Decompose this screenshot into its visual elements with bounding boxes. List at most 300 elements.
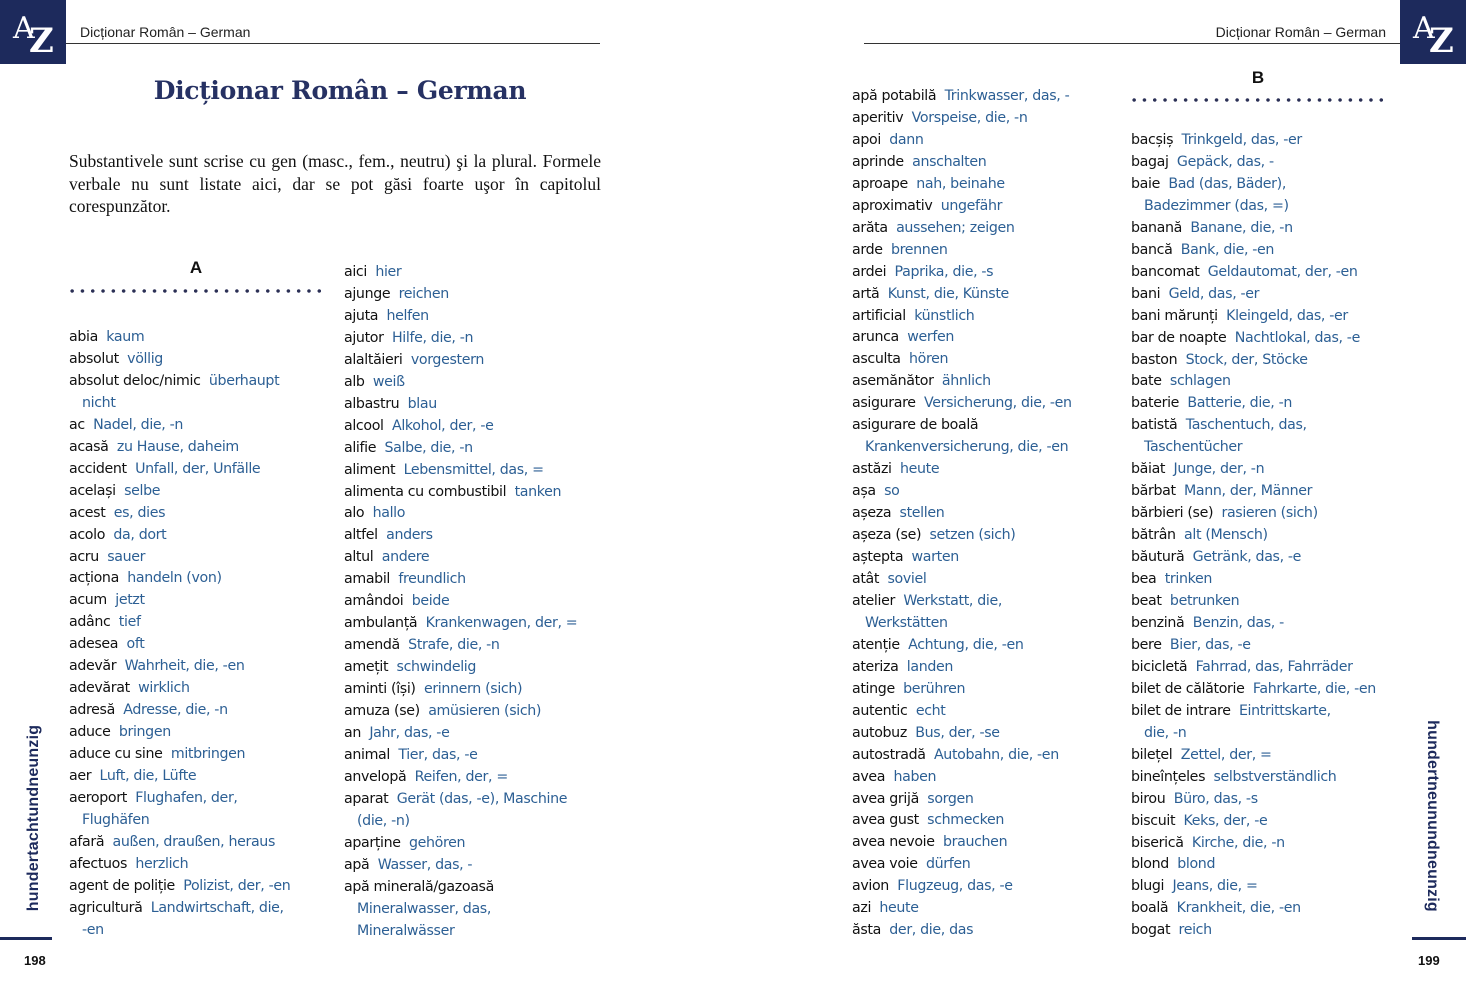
- romanian-term: afectuos: [69, 855, 128, 872]
- dictionary-entry: [1131, 789, 1376, 811]
- romanian-term: bea: [1131, 571, 1157, 588]
- romanian-term: ăsta: [852, 922, 881, 939]
- german-translation: Bier, das, -e: [1169, 636, 1251, 653]
- german-translation: Badezimmer (das, =): [1144, 197, 1289, 214]
- dictionary-entry: [852, 525, 1072, 547]
- dictionary-entry: [852, 701, 1072, 723]
- dictionary-entry: [852, 174, 1072, 196]
- romanian-term: anvelopă: [344, 768, 407, 785]
- entry-continuation: [344, 811, 577, 833]
- romanian-term: ardei: [852, 263, 887, 280]
- dictionary-entry: [852, 810, 1072, 832]
- german-translation: Versicherung, die, -en: [923, 395, 1072, 412]
- section-divider-a: [67, 288, 325, 294]
- romanian-term: amuza (se): [344, 703, 420, 720]
- german-translation: zu Hause, daheim: [116, 438, 239, 455]
- dictionary-entry: [1131, 130, 1376, 152]
- entry-continuation: [1131, 723, 1376, 745]
- header-rule-left: [66, 43, 600, 44]
- romanian-term: aliment: [344, 461, 396, 478]
- svg-text:Z: Z: [1429, 21, 1454, 61]
- dictionary-entry: [1131, 306, 1376, 328]
- logo-letter-z: Z: [29, 21, 54, 61]
- romanian-term: azi: [852, 900, 872, 917]
- romanian-term: adevăr: [69, 658, 117, 675]
- dictionary-entry: [1131, 657, 1376, 679]
- dictionary-entry: [344, 635, 577, 657]
- german-translation: wirklich: [138, 680, 190, 697]
- romanian-term: alaltăieri: [344, 351, 403, 368]
- german-translation: Flughäfen: [82, 811, 150, 828]
- romanian-term: altul: [344, 549, 374, 566]
- dictionary-entry: [69, 744, 290, 766]
- romanian-term: blond: [1131, 856, 1169, 873]
- running-header-left: Dicționar Român – German: [80, 24, 251, 40]
- german-translation: Lebensmittel, das, =: [403, 461, 544, 478]
- romanian-term: bate: [1131, 373, 1162, 390]
- german-translation: aussehen; zeigen: [896, 219, 1015, 236]
- german-translation: Batterie, die, -n: [1187, 395, 1293, 412]
- romanian-term: adresă: [69, 702, 115, 719]
- romanian-term: bogat: [1131, 922, 1171, 939]
- dictionary-entry: [344, 723, 577, 745]
- romanian-term: avion: [852, 878, 889, 895]
- romanian-term: alcool: [344, 417, 384, 434]
- romanian-term: atinge: [852, 680, 895, 697]
- dictionary-entry: [852, 635, 1072, 657]
- german-translation: Strafe, die, -n: [408, 637, 500, 654]
- german-translation: soviel: [887, 570, 927, 587]
- german-translation: Luft, die, Lüfte: [99, 768, 197, 785]
- dictionary-entry: [344, 482, 577, 504]
- german-translation: werfen: [907, 329, 955, 346]
- romanian-term: ajuta: [344, 307, 379, 324]
- german-translation: freundlich: [398, 571, 466, 588]
- romanian-term: bilet de călătorie: [1131, 680, 1245, 697]
- romanian-term: avea grijă: [852, 790, 919, 807]
- german-translation: hallo: [372, 505, 406, 522]
- dictionary-entry: [852, 196, 1072, 218]
- entry-continuation: [69, 810, 290, 832]
- romanian-term: afară: [69, 833, 105, 850]
- german-translation: Eintrittskarte,: [1238, 702, 1331, 719]
- dictionary-entry: [852, 745, 1072, 767]
- german-translation: Gerät (das, -e), Maschine: [396, 790, 568, 807]
- romanian-term: asigurare de boală: [852, 417, 979, 434]
- german-translation: brauchen: [942, 834, 1008, 851]
- romanian-term: atenție: [852, 636, 900, 653]
- german-translation: sorgen: [927, 790, 974, 807]
- german-translation: beide: [411, 593, 450, 610]
- dictionary-entry: [1131, 415, 1376, 437]
- romanian-term: bancă: [1131, 241, 1173, 258]
- romanian-term: batistă: [1131, 417, 1178, 434]
- romanian-term: alimenta cu combustibil: [344, 483, 507, 500]
- german-translation: Zettel, der, =: [1180, 746, 1272, 763]
- dictionary-entry: [1131, 525, 1376, 547]
- footer-bar-right: [1412, 937, 1466, 940]
- dictionary-entry: [344, 262, 577, 284]
- german-translation: außen, draußen, heraus: [112, 833, 275, 850]
- romanian-term: amendă: [344, 637, 400, 654]
- romanian-term: același: [69, 482, 116, 499]
- romanian-term: aparat: [344, 790, 389, 807]
- dictionary-entry: [69, 349, 290, 371]
- german-translation: Jahr, das, -e: [369, 725, 450, 742]
- dictionary-entry: [344, 438, 577, 460]
- romanian-term: autentic: [852, 702, 908, 719]
- romanian-term: absolut: [69, 350, 119, 367]
- dictionary-entry: [852, 920, 1072, 942]
- german-translation: heute: [899, 461, 940, 478]
- dictionary-entry: [1131, 240, 1376, 262]
- romanian-term: baston: [1131, 351, 1178, 368]
- german-translation: Krankenwagen, der, =: [425, 615, 578, 632]
- side-label-right: hundertneunundneunzig: [1424, 720, 1441, 912]
- german-translation: Werkstätten: [865, 614, 948, 631]
- dictionary-entry: [852, 767, 1072, 789]
- german-translation: Polizist, der, -en: [183, 877, 291, 894]
- romanian-term: beat: [1131, 593, 1162, 610]
- german-translation: völlig: [127, 350, 163, 367]
- romanian-term: adânc: [69, 614, 111, 631]
- german-translation: Fahrrad, das, Fahrräder: [1195, 658, 1353, 675]
- dictionary-entry: [69, 547, 290, 569]
- romanian-term: alifie: [344, 439, 377, 456]
- dictionary-entry: [852, 415, 1072, 437]
- romanian-term: bancomat: [1131, 263, 1200, 280]
- romanian-term: bar de noapte: [1131, 329, 1227, 346]
- romanian-term: artificial: [852, 307, 906, 324]
- german-translation: selbe: [124, 482, 161, 499]
- dictionary-entry: [1131, 481, 1376, 503]
- german-translation: Keks, der, -e: [1183, 812, 1268, 829]
- romanian-term: absolut deloc/nimic: [69, 372, 201, 389]
- romanian-term: amețit: [344, 659, 389, 676]
- german-translation: Mineralwässer: [357, 922, 455, 939]
- romanian-term: acolo: [69, 526, 106, 543]
- dictionary-entry: [1131, 569, 1376, 591]
- romanian-term: acasă: [69, 438, 109, 455]
- romanian-term: aici: [344, 264, 367, 280]
- romanian-term: benzină: [1131, 614, 1185, 631]
- romanian-term: bagaj: [1131, 153, 1169, 170]
- dictionary-entry: [852, 349, 1072, 371]
- german-translation: Krankheit, die, -en: [1176, 900, 1301, 917]
- logo-letter-a: A: [13, 11, 35, 46]
- dictionary-entry: [1131, 503, 1376, 525]
- dictionary-entry: [344, 460, 577, 482]
- romanian-term: bere: [1131, 636, 1162, 653]
- german-translation: jetzt: [115, 592, 145, 609]
- german-translation: kaum: [106, 329, 145, 345]
- romanian-term: agent de poliție: [69, 877, 175, 894]
- german-translation: mitbringen: [170, 746, 246, 763]
- german-translation: künstlich: [914, 307, 975, 324]
- german-translation: ähnlich: [941, 373, 991, 390]
- german-translation: warten: [911, 549, 959, 566]
- entry-continuation: [1131, 196, 1376, 218]
- dictionary-entry: [1131, 350, 1376, 372]
- dictionary-entry: [1131, 152, 1376, 174]
- german-translation: Banane, die, -n: [1190, 219, 1293, 236]
- dictionary-entry: [69, 656, 290, 678]
- footer-bar-left: [0, 937, 52, 940]
- romanian-term: băiat: [1131, 461, 1166, 478]
- dictionary-entry: [1131, 218, 1376, 240]
- german-translation: Achtung, die, -en: [908, 636, 1024, 653]
- dictionary-entry: [852, 481, 1072, 503]
- dictionary-entry: [852, 327, 1072, 349]
- dictionary-entry: [69, 503, 290, 525]
- dictionary-entry: [344, 657, 577, 679]
- dictionary-entry: [344, 525, 577, 547]
- dictionary-entry: [344, 767, 577, 789]
- dictionary-entry: [852, 832, 1072, 854]
- german-translation: hier: [375, 264, 402, 280]
- dictionary-entry: [1131, 811, 1376, 833]
- german-translation: landen: [906, 658, 954, 675]
- german-translation: andere: [381, 549, 430, 566]
- dictionary-entry: [69, 766, 290, 788]
- dictionary-entry: [344, 591, 577, 613]
- dictionary-entry: [69, 700, 290, 722]
- svg-text:A: A: [1413, 11, 1435, 46]
- german-translation: Nadel, die, -n: [93, 416, 184, 433]
- german-translation: Werkstatt, die,: [903, 592, 1003, 609]
- dictionary-entry: [69, 788, 290, 810]
- dictionary-entry: [1131, 284, 1376, 306]
- dictionary-entry: [852, 898, 1072, 920]
- page-title: Dicționar Român – German: [153, 76, 527, 105]
- romanian-term: artă: [852, 285, 880, 302]
- dictionary-entry: [852, 503, 1072, 525]
- dictionary-entry: [69, 371, 290, 393]
- german-translation: -en: [82, 921, 104, 938]
- german-translation: (die, -n): [357, 812, 410, 829]
- dictionary-entry: [852, 152, 1072, 174]
- german-translation: betrunken: [1169, 593, 1240, 610]
- dictionary-entry: [852, 86, 1072, 108]
- dictionary-entry: [852, 591, 1072, 613]
- german-translation: Mineralwasser, das,: [357, 900, 491, 917]
- section-letter-b: B: [1251, 68, 1265, 87]
- romanian-term: alo: [344, 505, 365, 522]
- romanian-term: aproximativ: [852, 197, 933, 214]
- dictionary-entry: [344, 745, 577, 767]
- german-translation: nah, beinahe: [916, 175, 1005, 192]
- romanian-term: asemănător: [852, 373, 934, 390]
- german-translation: Benzin, das, -: [1192, 614, 1284, 631]
- german-translation: Kleingeld, das, -er: [1226, 307, 1348, 324]
- dictionary-entry: [344, 547, 577, 569]
- logo-az-left: [0, 0, 66, 64]
- german-translation: rasieren (sich): [1221, 505, 1318, 522]
- dictionary-entry: [69, 678, 290, 700]
- dictionary-entry: [852, 789, 1072, 811]
- german-translation: anders: [386, 527, 433, 544]
- romanian-term: bărbieri (se): [1131, 505, 1214, 522]
- dictionary-entry: [69, 634, 290, 656]
- dictionary-entry: [852, 284, 1072, 306]
- romanian-term: an: [344, 725, 361, 742]
- romanian-term: altfel: [344, 527, 378, 544]
- dictionary-entry: [852, 547, 1072, 569]
- german-translation: Getränk, das, -e: [1192, 549, 1302, 566]
- dictionary-entry: [1131, 371, 1376, 393]
- romanian-term: biserică: [1131, 834, 1184, 851]
- german-translation: Wahrheit, die, -en: [124, 658, 245, 675]
- romanian-term: aeroport: [69, 790, 127, 807]
- german-translation: Junge, der, -n: [1173, 461, 1265, 478]
- german-translation: Vorspeise, die, -n: [911, 109, 1028, 126]
- dictionary-entry: [852, 723, 1072, 745]
- dictionary-column-2: [344, 262, 577, 943]
- german-translation: blau: [407, 395, 437, 412]
- german-translation: Flugzeug, das, -e: [897, 878, 1013, 895]
- german-translation: es, dies: [113, 504, 166, 521]
- romanian-term: bacșiș: [1131, 132, 1174, 148]
- german-translation: tief: [118, 614, 141, 631]
- dictionary-entry: [344, 789, 577, 811]
- romanian-term: apă potabilă: [852, 88, 937, 104]
- dictionary-entry: [69, 590, 290, 612]
- german-translation: tanken: [514, 483, 562, 500]
- romanian-term: bicicletă: [1131, 658, 1188, 675]
- running-header-right: Dicționar Român – German: [1215, 24, 1386, 40]
- header-rule-right: [864, 43, 1400, 44]
- romanian-term: abia: [69, 329, 98, 345]
- romanian-term: aproape: [852, 175, 908, 192]
- german-translation: Bad (das, Bäder),: [1168, 175, 1286, 192]
- dictionary-column-1: [69, 327, 290, 942]
- german-translation: Wasser, das, -: [377, 856, 473, 873]
- dictionary-entry: [852, 657, 1072, 679]
- dictionary-entry: [344, 284, 577, 306]
- entry-continuation: [69, 920, 290, 942]
- dictionary-entry: [69, 481, 290, 503]
- romanian-term: acționa: [69, 570, 119, 587]
- german-translation: die, -n: [1144, 724, 1187, 741]
- romanian-term: avea voie: [852, 856, 918, 873]
- dictionary-entry: [69, 876, 290, 898]
- dictionary-entry: [344, 503, 577, 525]
- romanian-term: aminti (își): [344, 681, 416, 698]
- german-translation: weiß: [372, 373, 405, 390]
- dictionary-entry: [69, 437, 290, 459]
- german-translation: haben: [893, 768, 937, 785]
- romanian-term: așa: [852, 483, 876, 500]
- german-translation: trinken: [1164, 571, 1213, 588]
- dictionary-entry: [69, 854, 290, 876]
- dictionary-column-4: [1131, 130, 1376, 942]
- romanian-term: acum: [69, 592, 107, 609]
- romanian-term: amabil: [344, 571, 390, 588]
- german-translation: sauer: [107, 548, 146, 565]
- romanian-term: astăzi: [852, 461, 892, 478]
- section-divider-b: [1129, 97, 1387, 103]
- romanian-term: adevărat: [69, 680, 130, 697]
- romanian-term: așeza: [852, 505, 892, 522]
- dictionary-entry: [1131, 833, 1376, 855]
- dictionary-entry: [1131, 459, 1376, 481]
- dictionary-entry: [852, 393, 1072, 415]
- dictionary-entry: [1131, 262, 1376, 284]
- german-translation: oft: [126, 636, 145, 653]
- german-translation: alt (Mensch): [1184, 527, 1268, 544]
- german-translation: berühren: [903, 680, 966, 697]
- romanian-term: băutură: [1131, 549, 1185, 566]
- german-translation: setzen (sich): [929, 527, 1016, 544]
- german-translation: Krankenversicherung, die, -en: [865, 439, 1069, 456]
- romanian-term: boală: [1131, 900, 1169, 917]
- german-translation: Taschentücher: [1144, 439, 1243, 456]
- dictionary-entry: [1131, 898, 1376, 920]
- dictionary-entry: [69, 459, 290, 481]
- romanian-term: blugi: [1131, 878, 1165, 895]
- romanian-term: aer: [69, 768, 92, 785]
- romanian-term: apoi: [852, 131, 881, 148]
- german-translation: reich: [1178, 922, 1212, 939]
- german-translation: Trinkwasser, das, -: [944, 88, 1070, 104]
- romanian-term: atât: [852, 570, 880, 587]
- dictionary-entry: [852, 876, 1072, 898]
- side-label-left: hundertachtundneunzig: [25, 724, 42, 912]
- romanian-term: ac: [69, 416, 85, 433]
- german-translation: Trinkgeld, das, -er: [1181, 132, 1302, 148]
- german-translation: Reifen, der, =: [414, 768, 508, 785]
- romanian-term: arunca: [852, 329, 899, 346]
- romanian-term: bineînțeles: [1131, 768, 1206, 785]
- romanian-term: aduce cu sine: [69, 746, 163, 763]
- german-translation: Büro, das, -s: [1173, 790, 1258, 807]
- romanian-term: bărbat: [1131, 483, 1176, 500]
- german-translation: Kunst, die, Künste: [887, 285, 1009, 302]
- entry-continuation: [852, 613, 1072, 635]
- dictionary-entry: [344, 416, 577, 438]
- german-translation: Gepäck, das, -: [1176, 153, 1274, 170]
- romanian-term: atelier: [852, 592, 895, 609]
- dictionary-entry: [344, 701, 577, 723]
- german-translation: Jeans, die, =: [1172, 878, 1258, 895]
- german-translation: amüsieren (sich): [428, 703, 542, 720]
- dictionary-entry: [852, 218, 1072, 240]
- section-letter-a: A: [189, 258, 203, 277]
- romanian-term: bani: [1131, 285, 1161, 302]
- german-translation: überhaupt: [208, 372, 280, 389]
- dictionary-entry: [344, 328, 577, 350]
- german-translation: reichen: [398, 285, 449, 302]
- german-translation: erinnern (sich): [423, 681, 523, 698]
- romanian-term: birou: [1131, 790, 1166, 807]
- german-translation: Flughafen, der,: [135, 790, 238, 807]
- german-translation: stellen: [899, 505, 945, 522]
- german-translation: Geld, das, -er: [1168, 285, 1260, 302]
- dictionary-entry: [1131, 745, 1376, 767]
- dictionary-entry: [344, 350, 577, 372]
- german-translation: brennen: [890, 241, 948, 258]
- german-translation: Alkohol, der, -e: [391, 417, 494, 434]
- romanian-term: autobuz: [852, 724, 907, 741]
- romanian-term: bătrân: [1131, 527, 1176, 544]
- german-translation: Mann, der, Männer: [1184, 483, 1313, 500]
- logo-az-right: [1400, 0, 1466, 64]
- romanian-term: așeza (se): [852, 527, 922, 544]
- german-translation: helfen: [386, 307, 429, 324]
- entry-continuation: [852, 437, 1072, 459]
- romanian-term: baie: [1131, 175, 1160, 192]
- german-translation: Kirche, die, -n: [1191, 834, 1285, 851]
